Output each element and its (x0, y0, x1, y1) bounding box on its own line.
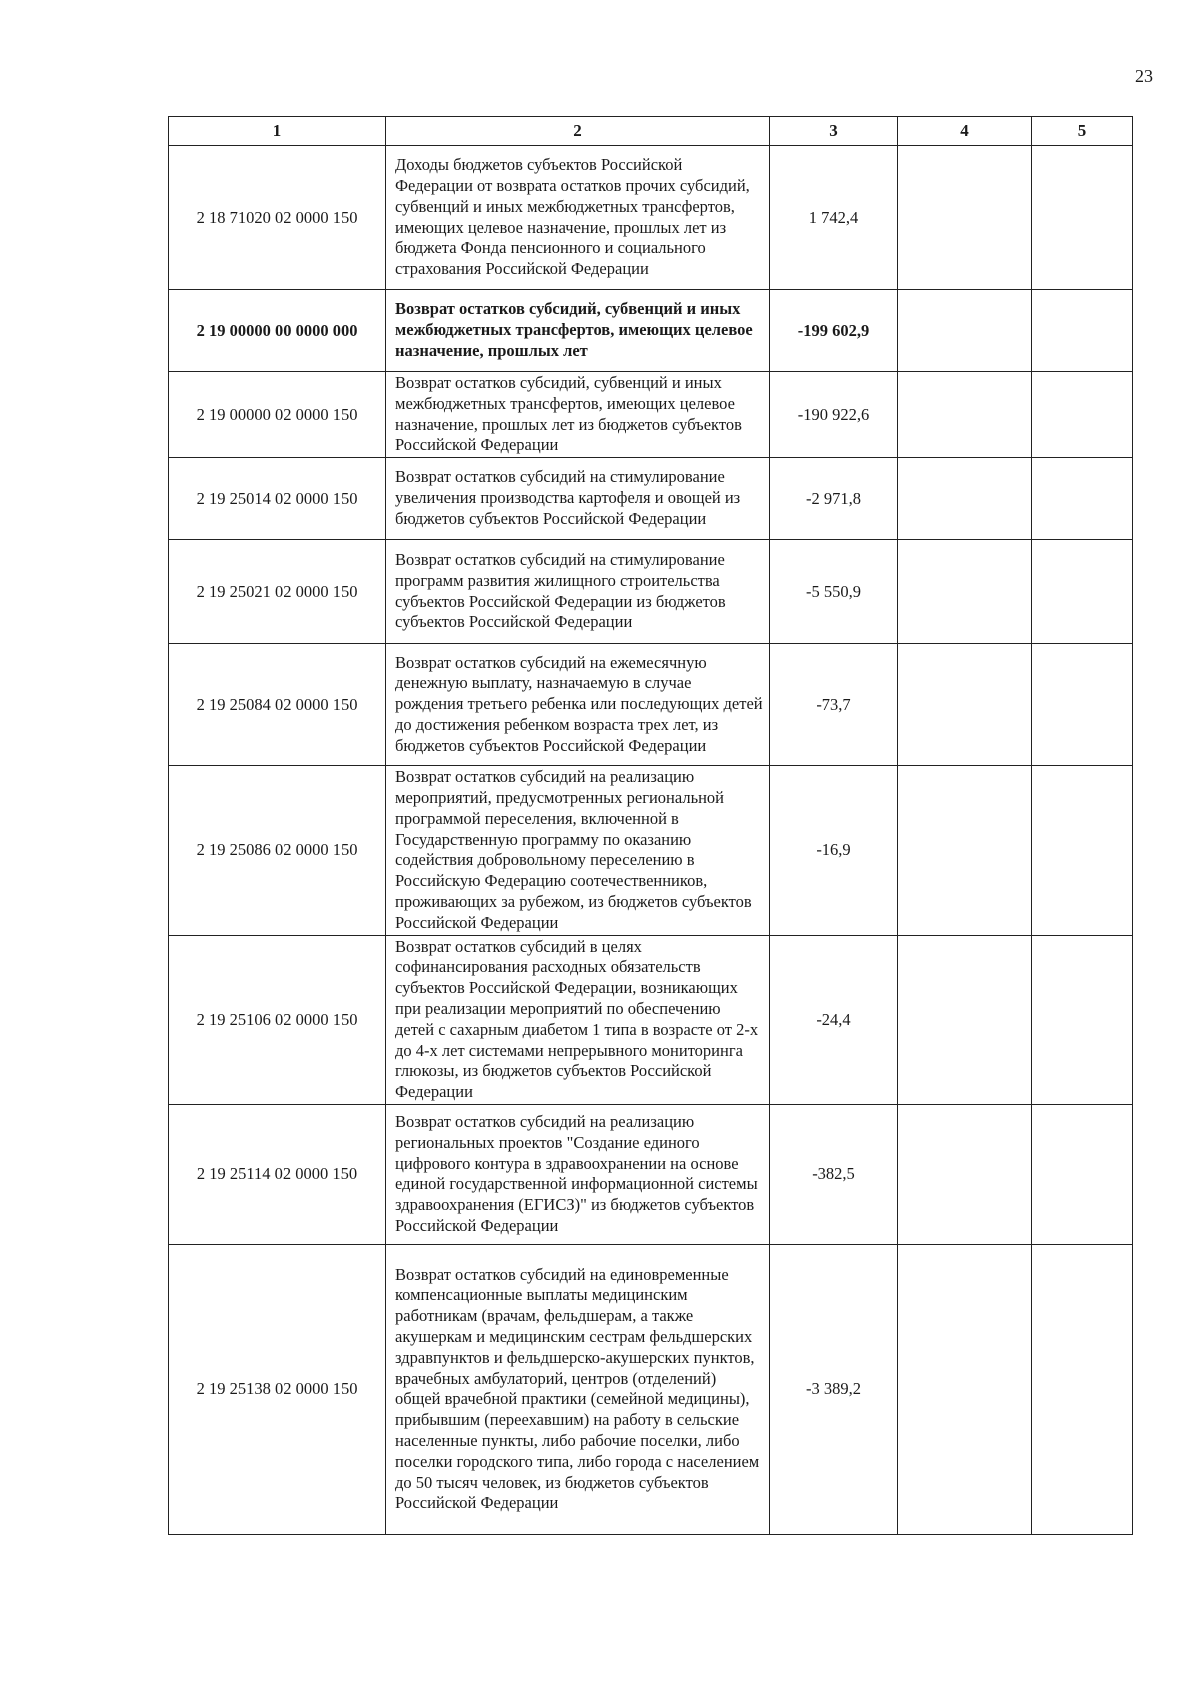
budget-code-cell: 2 19 00000 00 0000 000 (169, 290, 386, 372)
col4-cell (898, 1104, 1032, 1244)
budget-code-cell: 2 19 00000 02 0000 150 (169, 372, 386, 458)
table-row (169, 290, 1133, 372)
description-cell: Возврат остатков субсидий, субвенций и иных межбюджетных трансфертов, имеющих целевое назначение, прошлых лет из бюджетов субъектов Российской Федерации (386, 372, 770, 458)
col4-cell (898, 458, 1032, 540)
budget-code-cell: 2 19 25114 02 0000 150 (169, 1104, 386, 1244)
header-col-3: 3 (770, 117, 898, 146)
table-row (169, 458, 1133, 540)
budget-table (168, 116, 1133, 1535)
budget-code-cell: 2 19 25014 02 0000 150 (169, 458, 386, 540)
description-cell: Доходы бюджетов субъектов Российской Федерации от возврата остатков прочих субсидий, субвенций и иных межбюджетных трансфертов, имеющих целевое назначение, прошлых лет из бюджета Фонда пенсионного и социального страхования Российской Федерации (386, 146, 770, 290)
budget-code-cell: 2 19 25138 02 0000 150 (169, 1244, 386, 1534)
amount-cell: -2 971,8 (770, 458, 898, 540)
description-cell: Возврат остатков субсидий в целях софинансирования расходных обязательств субъектов Российской Федерации, возникающих при реализации мероприятий по обеспечению детей с сахарным диабетом 1 типа в возрасте от 2-х до 4-х лет системами непрерывного мониторинга глюкозы, из бюджетов субъектов Российской Федерации (386, 935, 770, 1104)
amount-cell: 1 742,4 (770, 146, 898, 290)
col5-cell (1032, 146, 1133, 290)
col5-cell (1032, 540, 1133, 644)
table-row (169, 540, 1133, 644)
table-row (169, 644, 1133, 766)
col5-cell (1032, 1244, 1133, 1534)
budget-code-cell: 2 19 25106 02 0000 150 (169, 935, 386, 1104)
header-col-4: 4 (898, 117, 1032, 146)
header-row (169, 117, 1133, 146)
amount-cell: -24,4 (770, 935, 898, 1104)
table-row (169, 1104, 1133, 1244)
col4-cell (898, 1244, 1032, 1534)
col4-cell (898, 766, 1032, 935)
table-row (169, 766, 1133, 935)
budget-code-cell: 2 19 25021 02 0000 150 (169, 540, 386, 644)
col5-cell (1032, 290, 1133, 372)
col4-cell (898, 146, 1032, 290)
header-col-5: 5 (1032, 117, 1133, 146)
budget-code-cell: 2 18 71020 02 0000 150 (169, 146, 386, 290)
col5-cell (1032, 935, 1133, 1104)
table-row (169, 935, 1133, 1104)
description-cell: Возврат остатков субсидий, субвенций и иных межбюджетных трансфертов, имеющих целевое назначение, прошлых лет (386, 290, 770, 372)
amount-cell: -190 922,6 (770, 372, 898, 458)
col5-cell (1032, 458, 1133, 540)
table-row (169, 146, 1133, 290)
col4-cell (898, 290, 1032, 372)
description-cell: Возврат остатков субсидий на стимулирование программ развития жилищного строительства субъектов Российской Федерации из бюджетов субъектов Российской Федерации (386, 540, 770, 644)
col4-cell (898, 540, 1032, 644)
description-cell: Возврат остатков субсидий на ежемесячную денежную выплату, назначаемую в случае рождения третьего ребенка или последующих детей до достижения ребенком возраста трех лет, из бюджетов субъектов Российской Федерации (386, 644, 770, 766)
budget-code-cell: 2 19 25084 02 0000 150 (169, 644, 386, 766)
col4-cell (898, 372, 1032, 458)
header-col-2: 2 (386, 117, 770, 146)
page-number: 23 (1135, 66, 1153, 86)
col4-cell (898, 644, 1032, 766)
header-col-1: 1 (169, 117, 386, 146)
description-cell: Возврат остатков субсидий на реализацию региональных проектов "Создание единого цифрового контура в здравоохранении на основе единой государственной информационной системы здравоохранения (ЕГИСЗ)" из бюджетов субъектов Российской Федерации (386, 1104, 770, 1244)
description-cell: Возврат остатков субсидий на реализацию мероприятий, предусмотренных региональной программой переселения, включенной в Государственную программу по оказанию содействия добровольному переселению в Российскую Федерацию соотечественников, проживающих за рубежом, из бюджетов субъектов Российской Федерации (386, 766, 770, 935)
amount-cell: -16,9 (770, 766, 898, 935)
table-row (169, 372, 1133, 458)
budget-code-cell: 2 19 25086 02 0000 150 (169, 766, 386, 935)
amount-cell: -199 602,9 (770, 290, 898, 372)
col5-cell (1032, 644, 1133, 766)
description-cell: Возврат остатков субсидий на единовременные компенсационные выплаты медицинским работникам (врачам, фельдшерам, а также акушеркам и медицинским сестрам фельдшерских здравпунктов и фельдшерско-акушерских пунктов, врачебных амбулаторий, центров (отделений) общей врачебной практики (семейной медицины), прибывшим (переехавшим) на работу в сельские населенные пункты, либо рабочие поселки, либо поселки городского типа, либо города с населением до 50 тысяч человек, из бюджетов субъектов Российской Федерации (386, 1244, 770, 1534)
description-cell: Возврат остатков субсидий на стимулирование увеличения производства картофеля и овощей из бюджетов субъектов Российской Федерации (386, 458, 770, 540)
amount-cell: -3 389,2 (770, 1244, 898, 1534)
col4-cell (898, 935, 1032, 1104)
col5-cell (1032, 1104, 1133, 1244)
amount-cell: -73,7 (770, 644, 898, 766)
amount-cell: -5 550,9 (770, 540, 898, 644)
amount-cell: -382,5 (770, 1104, 898, 1244)
col5-cell (1032, 372, 1133, 458)
col5-cell (1032, 766, 1133, 935)
table-row (169, 1244, 1133, 1534)
